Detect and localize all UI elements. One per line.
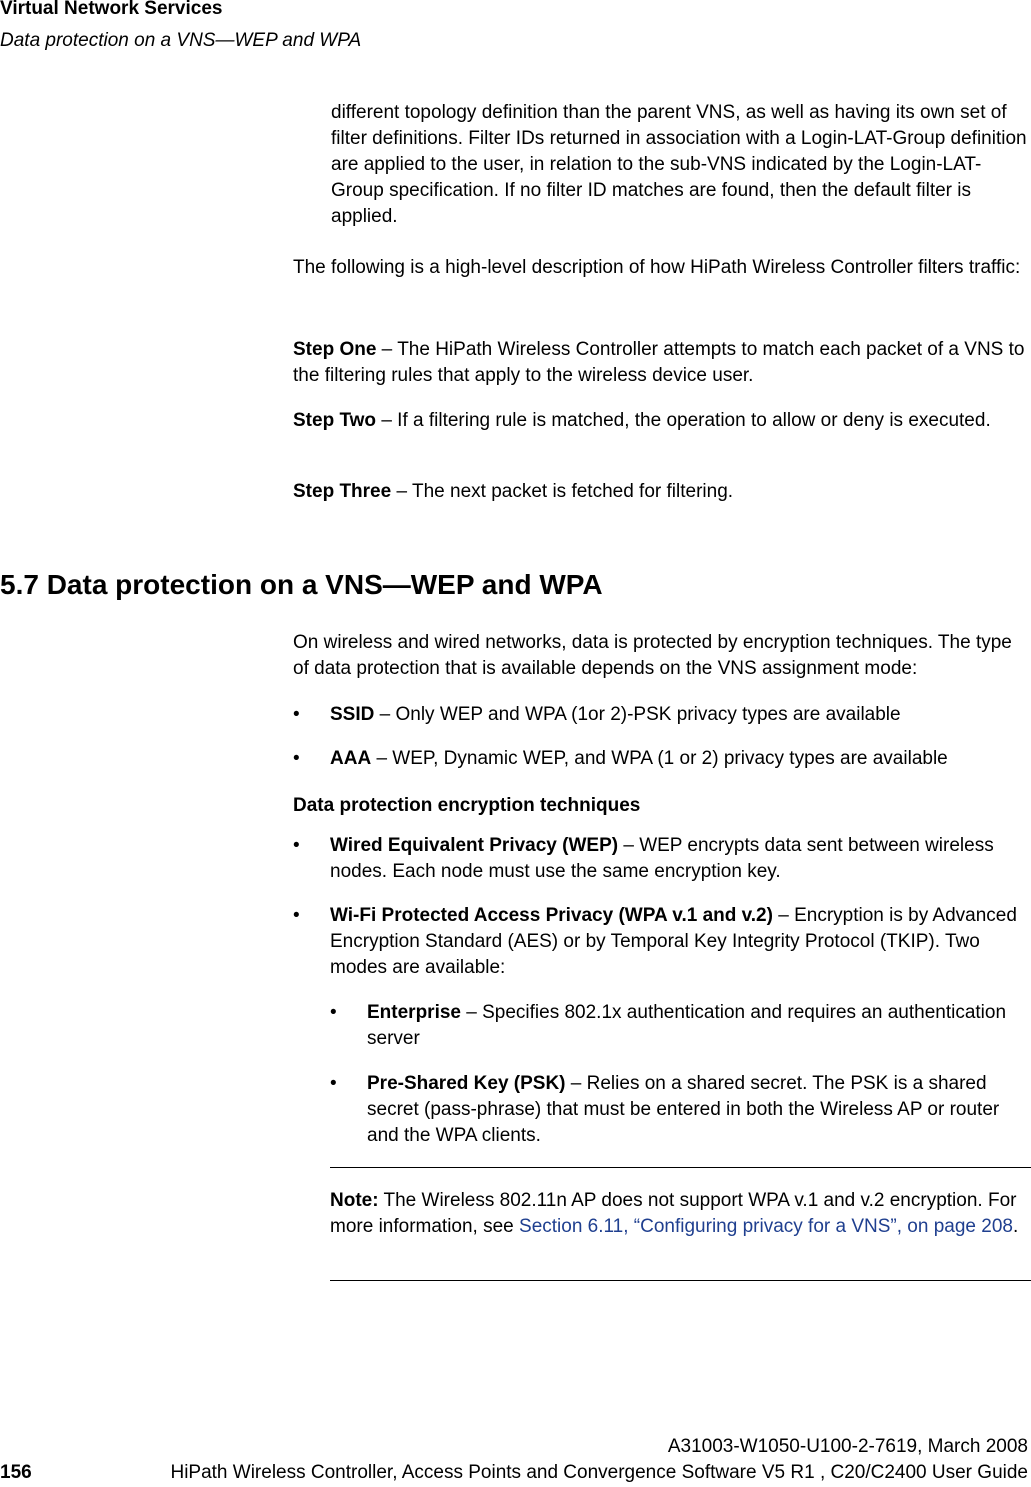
bullet-icon: • bbox=[330, 1073, 337, 1094]
note-bottom-rule bbox=[330, 1280, 1031, 1281]
step-two-label: Step Two bbox=[293, 410, 377, 431]
mode-text: – Only WEP and WPA (1or 2)-PSK privacy types are available bbox=[374, 704, 901, 725]
wpa-mode-text: – Relies on a shared secret. The PSK is a shared secret (pass-phrase) that must be entered in both the Wireless AP or router and the WPA clients. bbox=[367, 1073, 1000, 1146]
running-header-title: Virtual Network Services bbox=[0, 0, 223, 19]
subheading: Data protection encryption techniques bbox=[293, 795, 641, 816]
footer-doc-id: A31003-W1050-U100-2-7619, March 2008 bbox=[667, 1436, 1028, 1457]
bullet-icon: • bbox=[330, 1002, 337, 1023]
page-number: 156 bbox=[0, 1462, 32, 1483]
note bbox=[330, 1188, 1031, 1240]
wpa-mode-label: Pre-Shared Key (PSK) bbox=[367, 1073, 566, 1094]
bullet-icon: • bbox=[293, 704, 300, 725]
technique-text: – Encryption is by Advanced Encryption Standard (AES) or by Temporal Key Integrity Protocol (TKIP). Two modes are available: bbox=[330, 905, 1017, 978]
bullet-icon: • bbox=[293, 905, 300, 926]
step-one bbox=[293, 337, 1031, 389]
continued-paragraph: different topology definition than the parent VNS, as well as having its own set of filter definitions. Filter IDs returned in association with a Login-LAT-Group definition are applied to the user, in relation to the sub-VNS indicated by the Login-LAT-Group specification. If no filter ID matches are found, then the default filter is applied. bbox=[331, 102, 1027, 227]
note-label: Note: bbox=[330, 1190, 379, 1211]
wpa-mode-psk bbox=[330, 1071, 1031, 1149]
mode-label: AAA bbox=[330, 748, 372, 769]
mode-text: – WEP, Dynamic WEP, and WPA (1 or 2) privacy types are available bbox=[371, 748, 948, 769]
mode-label: SSID bbox=[330, 704, 375, 725]
step-one-text: – The HiPath Wireless Controller attempts to match each packet of a VNS to the filtering rules that apply to the wireless device user. bbox=[293, 339, 1025, 386]
technique-item-wep bbox=[293, 833, 1031, 885]
cross-reference-link[interactable]: Section 6.11, “Configuring privacy for a VNS”, on page 208 bbox=[519, 1216, 1013, 1237]
step-three-text: – The next packet is fetched for filtering. bbox=[391, 481, 734, 502]
bullet-icon: • bbox=[293, 748, 300, 769]
step-three-label: Step Three bbox=[293, 481, 392, 502]
running-header-subtitle: Data protection on a VNS—WEP and WPA bbox=[0, 30, 362, 51]
note-end: . bbox=[1012, 1216, 1019, 1237]
technique-text: – WEP encrypts data sent between wireless nodes. Each node must use the same encryption key. bbox=[330, 835, 994, 882]
bullet-icon: • bbox=[293, 835, 300, 856]
step-two-text: – If a filtering rule is matched, the operation to allow or deny is executed. bbox=[376, 410, 991, 431]
technique-item-wpa bbox=[293, 903, 1031, 981]
wpa-mode-label: Enterprise bbox=[367, 1002, 461, 1023]
footer-guide-title: HiPath Wireless Controller, Access Points and Convergence Software V5 R1 , C20/C2400 User Guide bbox=[170, 1462, 1028, 1483]
step-three bbox=[293, 479, 1031, 505]
step-one-label: Step One bbox=[293, 339, 377, 360]
note-text: The Wireless 802.11n AP does not support WPA v.1 and v.2 encryption. For more information, see bbox=[330, 1190, 1017, 1237]
mode-item-aaa bbox=[293, 746, 1031, 772]
technique-label: Wi-Fi Protected Access Privacy (WPA v.1 and v.2) bbox=[330, 905, 773, 926]
wpa-mode-enterprise bbox=[330, 1000, 1031, 1052]
technique-label: Wired Equivalent Privacy (WEP) bbox=[330, 835, 619, 856]
wpa-mode-text: – Specifies 802.1x authentication and requires an authentication server bbox=[367, 1002, 1007, 1049]
filter-lead-paragraph: The following is a high-level description of how HiPath Wireless Controller filters traffic: bbox=[293, 257, 1021, 278]
section-heading: 5.7 Data protection on a VNS—WEP and WPA bbox=[0, 569, 603, 600]
step-two bbox=[293, 408, 1031, 434]
section-intro-paragraph: On wireless and wired networks, data is protected by encryption techniques. The type of data protection that is available depends on the VNS assignment mode: bbox=[293, 632, 1012, 679]
mode-item-ssid bbox=[293, 702, 1031, 728]
note-top-rule bbox=[330, 1167, 1031, 1168]
